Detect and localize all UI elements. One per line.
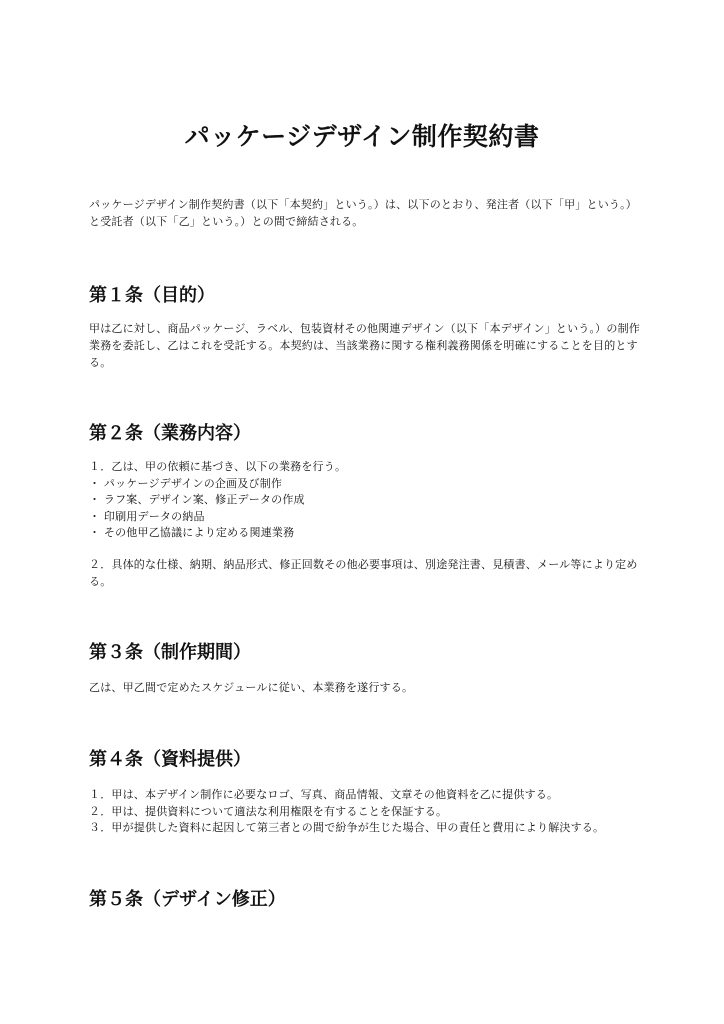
list-item: １．乙は、甲の依頼に基づき、以下の業務を行う。 (89, 460, 347, 473)
article-5-heading: 第５条（デザイン修正） (89, 889, 286, 910)
list-item: ・ その他甲乙協議により定める関連業務 (89, 526, 295, 539)
list-item: ・ パッケージデザインの企画及び制作 (89, 476, 283, 490)
article-4-list (89, 787, 649, 837)
article-2-heading: 第２条（業務内容） (89, 423, 251, 444)
list-item: １．甲は、本デザイン制作に必要なロゴ、写真、商品情報、文章その他資料を乙に提供する。 (89, 788, 559, 801)
list-item: ３．甲が提供した資料に起因して第三者との間で紛争が生じた場合、甲の責任と費用により解決する。 (89, 821, 605, 834)
document-title: パッケージデザイン制作契約書 (184, 122, 540, 151)
list-item: ・ 印刷用データの納品 (89, 509, 205, 523)
article-2-list (89, 459, 649, 542)
article-2-body-2: ２．具体的な仕様、納期、納品形式、修正回数その他必要事項は、別途発注書、見積書、メール等により定める。 (89, 558, 638, 588)
article-3-body: 乙は、甲乙間で定めたスケジュールに従い、本業務を遂行する。 (89, 681, 414, 694)
intro-paragraph: パッケージデザイン制作契約書（以下「本契約」という。）は、以下のとおり、発注者（以下「甲」という。）と受託者（以下「乙」という。）との間で締結される。 (89, 198, 638, 228)
list-item: ２．甲は、提供資料について適法な利用権限を有することを保証する。 (89, 804, 448, 818)
article-4-heading: 第４条（資料提供） (89, 749, 251, 770)
article-1-heading: 第１条（目的） (89, 285, 215, 306)
article-3-heading: 第３条（制作期間） (89, 642, 251, 663)
article-1-body: 甲は乙に対し、商品パッケージ、ラベル、包装資材その他関連デザイン（以下「本デザイン」という。）の制作業務を委託し、乙はこれを受託する。本契約は、当該業務に関する権利義務関係を明確にすることを目的とする。 (89, 322, 640, 369)
list-item: ・ ラフ案、デザイン案、修正データの作成 (89, 493, 305, 506)
